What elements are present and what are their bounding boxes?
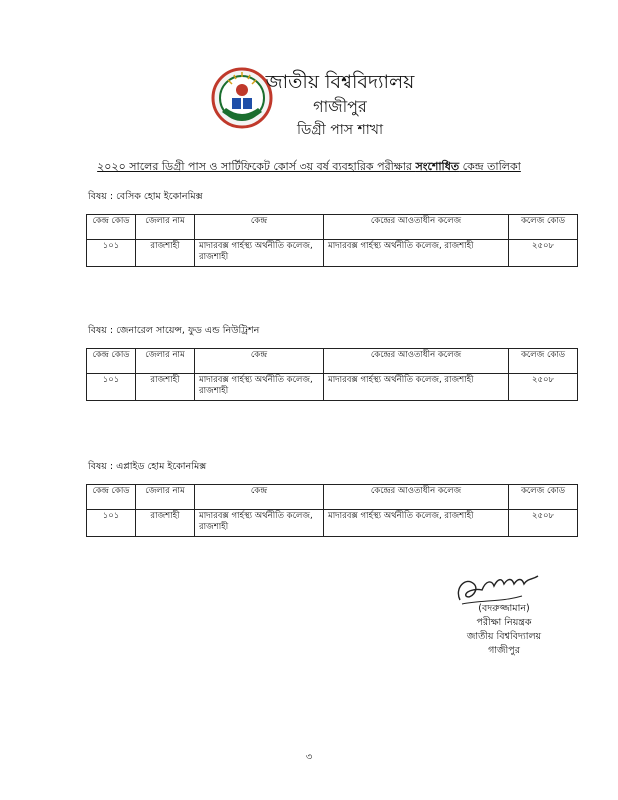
table-row [87,374,578,401]
col-district: জেলার নাম [136,215,195,240]
center-table [86,484,578,537]
col-district: জেলার নাম [136,485,195,510]
cell-college-code: ২৫০৮ [509,510,578,537]
page-number: ৩ [305,752,313,763]
subject-label: বিষয় : বেসিক হোম ইকোনমিক্স [88,191,203,202]
cell-center-code: ১০১ [87,510,136,537]
table-header-row [87,215,578,240]
col-center-code: কেন্দ্র কোড [87,349,136,374]
cell-affiliated: মাদারবক্স গার্হস্থ্য অর্থনীতি কলেজ, রাজশাহী [324,240,509,267]
table-row [87,240,578,267]
col-center-code: কেন্দ্র কোড [87,215,136,240]
signatory-name: (বদরুজ্জামান) [478,603,530,614]
cell-center-code: ১০১ [87,240,136,267]
branch-name: ডিগ্রী পাস শাখা [296,122,384,138]
col-center: কেন্দ্র [195,349,324,374]
col-college-code: কলেজ কোড [509,485,578,510]
title-prefix: ২০২০ সালের ডিগ্রী পাস ও সার্টিফিকেট কোর্স ৩য় বর্ষ ব্যবহারিক পরীক্ষার [97,160,416,173]
title-suffix: কেন্দ্র তালিকা [459,160,521,173]
col-center: কেন্দ্র [195,485,324,510]
signatory-institution: জাতীয় বিশ্ববিদ্যালয় [466,631,542,642]
col-district: জেলার নাম [136,349,195,374]
col-affiliated: কেন্দ্রের আওতাধীন কলেজ [324,349,509,374]
col-college-code: কলেজ কোড [509,349,578,374]
cell-affiliated: মাদারবক্স গার্হস্থ্য অর্থনীতি কলেজ, রাজশাহী [324,374,509,401]
cell-center: মাদারবক্স গার্হস্থ্য অর্থনীতি কলেজ, রাজশাহী [195,240,324,267]
document-title [0,158,618,177]
table-row [87,510,578,537]
center-table [86,348,578,401]
signatory-city: গাজীপুর [488,645,520,656]
col-affiliated: কেন্দ্রের আওতাধীন কলেজ [324,215,509,240]
cell-affiliated: মাদারবক্স গার্হস্থ্য অর্থনীতি কলেজ, রাজশাহী [324,510,509,537]
cell-district: রাজশাহী [136,510,195,537]
col-affiliated: কেন্দ্রের আওতাধীন কলেজ [324,485,509,510]
table-header-row [87,485,578,510]
col-center: কেন্দ্র [195,215,324,240]
title-emphasis: সংশোধিত [415,160,460,173]
cell-center: মাদারবক্স গার্হস্থ্য অর্থনীতি কলেজ, রাজশাহী [195,510,324,537]
cell-district: রাজশাহী [136,240,195,267]
university-name: জাতীয় বিশ্ববিদ্যালয় [265,71,415,93]
subject-label: বিষয় : এপ্লাইড হোম ইকোনমিক্স [88,461,207,472]
cell-district: রাজশাহী [136,374,195,401]
cell-center-code: ১০১ [87,374,136,401]
center-table [86,214,578,267]
signatory-designation: পরীক্ষা নিয়ন্ত্রক [476,617,532,628]
cell-college-code: ২৫০৮ [509,374,578,401]
university-city: গাজীপুর [313,97,367,116]
cell-college-code: ২৫০৮ [509,240,578,267]
cell-center: মাদারবক্স গার্হস্থ্য অর্থনীতি কলেজ, রাজশাহী [195,374,324,401]
col-center-code: কেন্দ্র কোড [87,485,136,510]
col-college-code: কলেজ কোড [509,215,578,240]
table-header-row [87,349,578,374]
subject-label: বিষয় : জেনারেল সায়েন্স, ফুড এন্ড নিউট্রিশন [88,325,260,336]
